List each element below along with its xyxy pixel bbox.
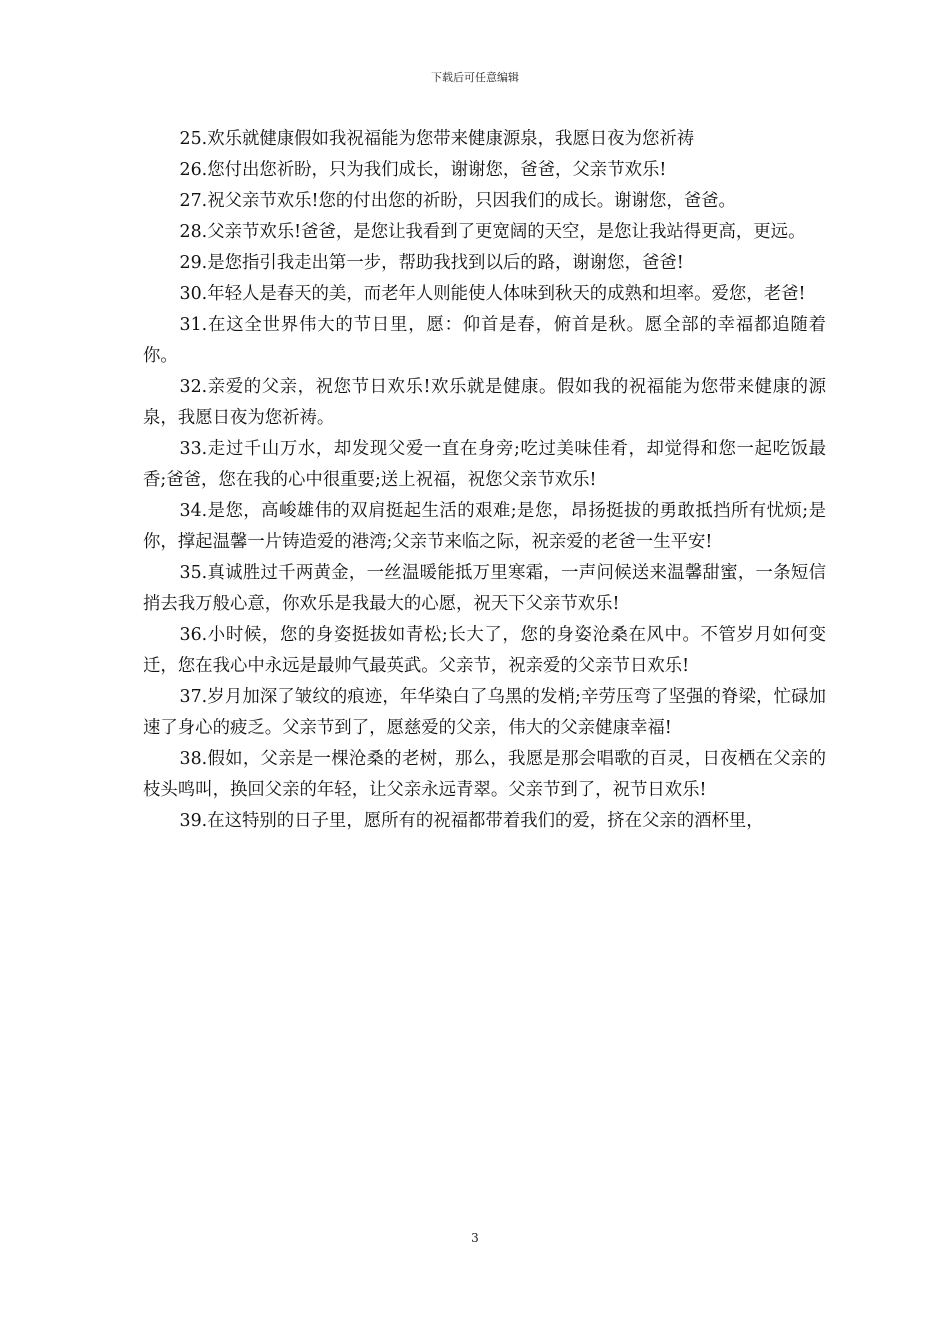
paragraph: 38.假如，父亲是一棵沧桑的老树，那么，我愿是那会唱歌的百灵，日夜栖在父亲的枝头鸣叫，换回父亲的年轻，让父亲永远青翠。父亲节到了，祝节日欢乐!: [143, 749, 826, 800]
paragraph: 29.是您指引我走出第一步，帮助我找到以后的路，谢谢您，爸爸!: [179, 253, 684, 273]
paragraph: 34.是您，高峻雄伟的双肩挺起生活的艰难;是您，昂扬挺拔的勇敢抵挡所有忧烦;是你，撑起温馨一片铸造爱的港湾;父亲节来临之际，祝亲爱的老爸一生平安!: [143, 501, 826, 552]
paragraph: 39.在这特别的日子里，愿所有的祝福都带着我们的爱，挤在父亲的酒杯里，: [179, 811, 764, 831]
paragraph: 36.小时候，您的身姿挺拔如青松;长大了，您的身姿沧桑在风中。不管岁月如何变迁，您在我心中永远是最帅气最英武。父亲节，祝亲爱的父亲节日欢乐!: [143, 625, 826, 676]
paragraph: 28.父亲节欢乐!爸爸，是您让我看到了更宽阔的天空，是您让我站得更高，更远。: [179, 222, 806, 242]
paragraph: 32.亲爱的父亲，祝您节日欢乐!欢乐就是健康。假如我的祝福能为您带来健康的源泉，我愿日夜为您祈祷。: [143, 377, 826, 428]
paragraph: 35.真诚胜过千两黄金，一丝温暖能抵万里寒霜，一声问候送来温馨甜蜜，一条短信捎去我万般心意，你欢乐是我最大的心愿，祝天下父亲节欢乐!: [143, 563, 826, 614]
document-body: [143, 124, 826, 837]
paragraph: 33.走过千山万水，却发现父爱一直在身旁;吃过美味佳肴，却觉得和您一起吃饭最香;爸爸，您在我的心中很重要;送上祝福，祝您父亲节欢乐!: [143, 439, 826, 490]
paragraph: 37.岁月加深了皱纹的痕迹，年华染白了乌黑的发梢;辛劳压弯了坚强的脊梁，忙碌加速了身心的疲乏。父亲节到了，愿慈爱的父亲，伟大的父亲健康幸福!: [143, 687, 826, 738]
paragraph: 31.在这全世界伟大的节日里，愿：仰首是春，俯首是秋。愿全部的幸福都追随着你。: [143, 315, 826, 366]
paragraph: 27.祝父亲节欢乐!您的付出您的祈盼，只因我们的成长。谢谢您，爸爸。: [179, 191, 736, 211]
paragraph: 25.欢乐就健康假如我祝福能为您带来健康源泉，我愿日夜为您祈祷: [179, 129, 695, 149]
page-number: 3: [471, 1231, 479, 1245]
paragraph: 26.您付出您祈盼，只为我们成长，谢谢您，爸爸，父亲节欢乐!: [179, 160, 667, 180]
paragraph: 30.年轻人是春天的美，而老年人则能使人体味到秋天的成熟和坦率。爱您，老爸!: [179, 284, 806, 304]
header-note: 下载后可任意编辑: [431, 71, 519, 84]
